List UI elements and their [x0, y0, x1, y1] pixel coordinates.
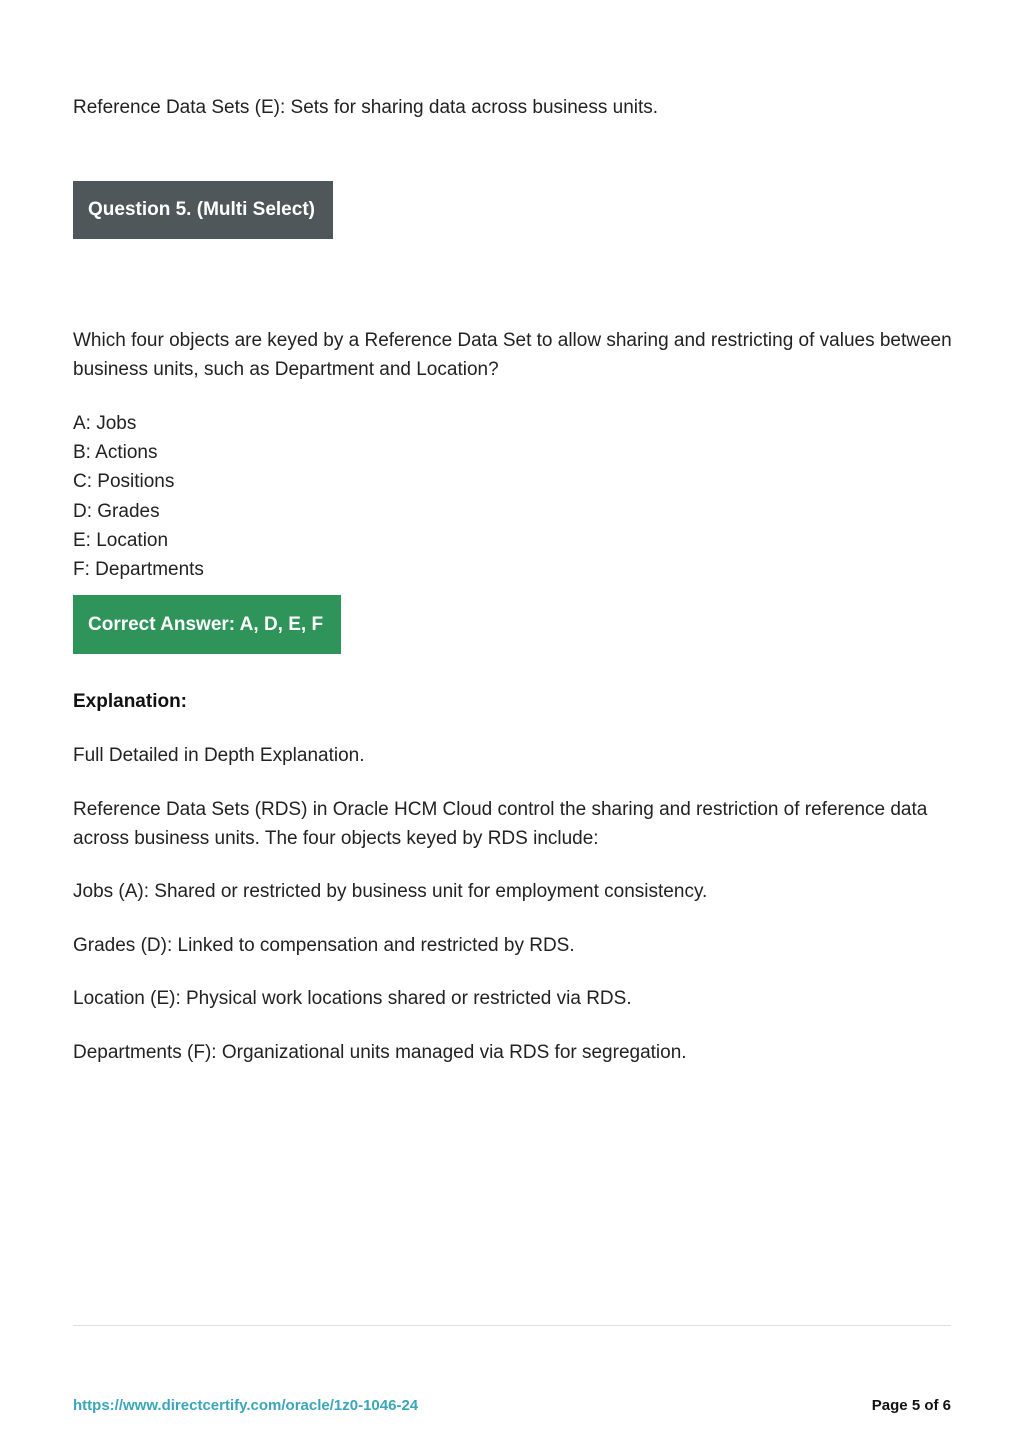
question-text: Which four objects are keyed by a Reference Data Set to allow sharing and restricting of values between business units, such as Department and Location?: [73, 330, 952, 380]
footer-url-link[interactable]: https://www.directcertify.com/oracle/1z0-1046-24: [73, 1397, 419, 1414]
explanation-paragraph: Location (E): Physical work locations shared or restricted via RDS.: [73, 988, 632, 1009]
explanation-paragraph: Departments (F): Organizational units managed via RDS for segregation.: [73, 1042, 687, 1063]
option-d: D: Grades: [73, 500, 160, 522]
explanation-paragraph: Jobs (A): Shared or restricted by business unit for employment consistency.: [73, 881, 708, 902]
option-e: E: Location: [73, 529, 169, 551]
answer-options: [73, 409, 204, 584]
option-f: F: Departments: [73, 559, 204, 581]
question-header: Question 5. (Multi Select): [73, 181, 333, 239]
explanation-paragraph: Grades (D): Linked to compensation and restricted by RDS.: [73, 935, 575, 956]
page-number: Page 5 of 6: [871, 1397, 951, 1414]
option-a: A: Jobs: [73, 413, 137, 434]
intro-text: Reference Data Sets (E): Sets for sharing data across business units.: [73, 97, 659, 118]
explanation-heading: Explanation:: [73, 691, 188, 712]
option-b: B: Actions: [73, 442, 158, 464]
option-c: C: Positions: [73, 471, 175, 493]
footer-divider: [73, 1325, 951, 1326]
explanation-paragraph: Full Detailed in Depth Explanation.: [73, 745, 365, 766]
correct-answer-badge: Correct Answer: A, D, E, F: [73, 595, 341, 654]
explanation-paragraph: Reference Data Sets (RDS) in Oracle HCM Cloud control the sharing and restriction of reference data across business units. The four objects keyed by RDS include:: [73, 799, 928, 849]
